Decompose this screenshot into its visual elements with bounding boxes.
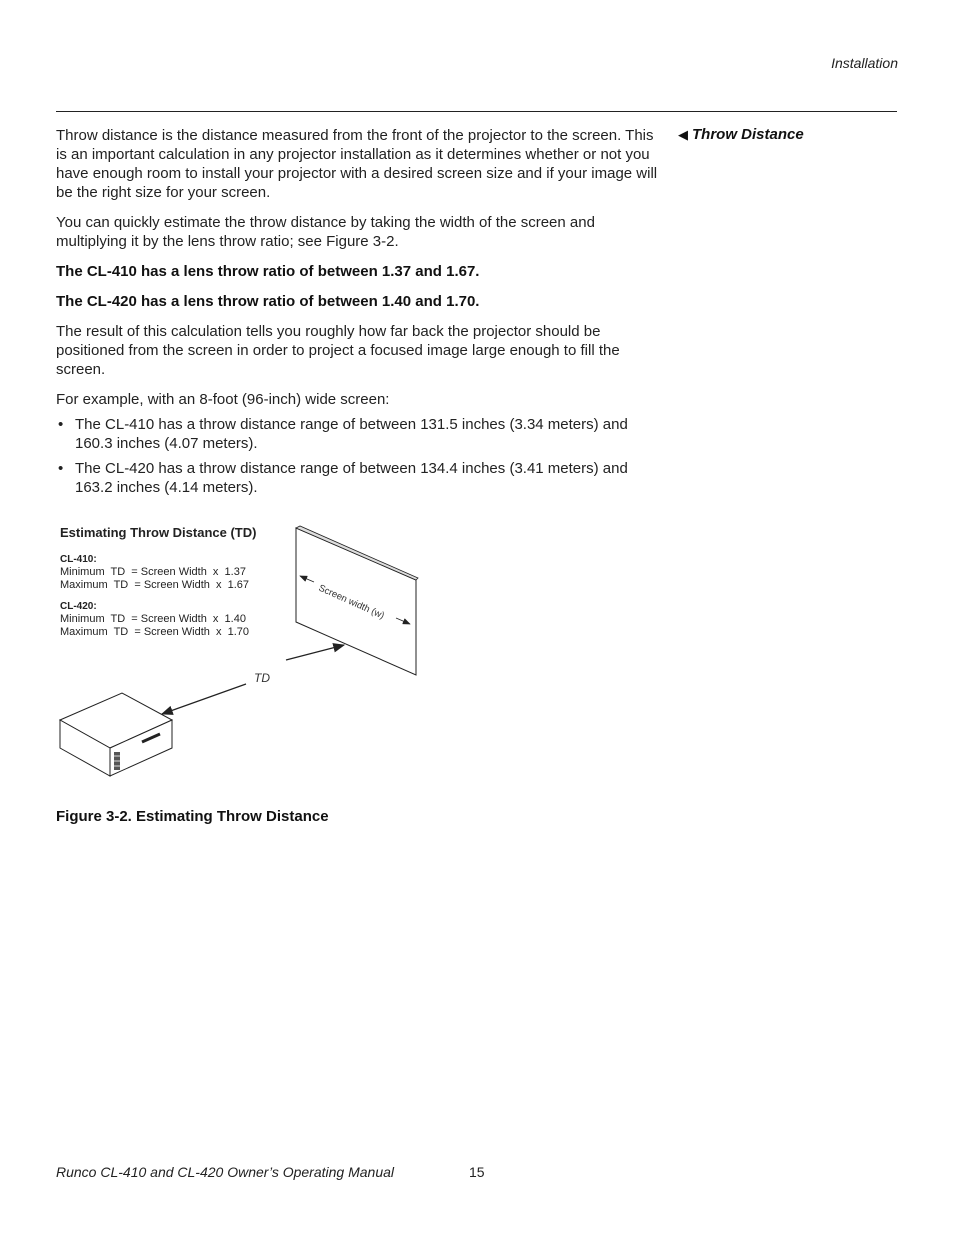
paragraph-estimate: You can quickly estimate the throw distance by taking the width of the screen and multiplying it by the lens throw ratio; see Figure 3-2.: [56, 214, 595, 250]
footer-manual-title: Runco CL-410 and CL-420 Owner’s Operating Manual: [56, 1164, 395, 1180]
list-item-text: The CL-420 has a throw distance range of between 134.4 inches (3.41 meters) and 163.2 inches (4.14 meters).: [75, 460, 628, 496]
page-number: 15: [469, 1164, 485, 1180]
cl420-formulas: [60, 600, 256, 639]
paragraph-example: For example, with an 8-foot (96-inch) wide screen:: [56, 391, 390, 408]
screen-width-label: Screen width (w): [316, 582, 386, 622]
arrow-left-icon: ◀: [678, 127, 688, 142]
cl420-min-formula: Minimum TD = Screen Width x 1.40: [60, 613, 246, 625]
figure-caption: Figure 3-2. Estimating Throw Distance: [56, 808, 329, 825]
cl410-max-formula: Maximum TD = Screen Width x 1.67: [60, 579, 249, 591]
main-body: [56, 126, 660, 503]
header-rule: [56, 111, 897, 112]
list-item-text: The CL-410 has a throw distance range of between 131.5 inches (3.34 meters) and 160.3 inches (4.07 meters).: [75, 416, 628, 452]
example-list: [56, 415, 660, 497]
cl420-max-formula: Maximum TD = Screen Width x 1.70: [60, 626, 249, 638]
paragraph-result: The result of this calculation tells you roughly how far back the projector should be positioned from the screen in order to project a focused image large enough to fill the screen.: [56, 323, 620, 378]
bullet-icon: •: [58, 416, 64, 433]
projector-illustration: [60, 693, 172, 776]
figure-title: Estimating Throw Distance (TD): [60, 525, 257, 540]
throw-distance-figure: [56, 520, 436, 785]
section-header: Installation: [831, 55, 898, 71]
paragraph-intro: Throw distance is the distance measured from the front of the projector to the screen. This is an important calculation in any projector installation as it determines whether or not you have enough room to install your projector with a desired screen size and if your image will be the right size for your screen.: [56, 127, 658, 201]
throw-distance-arrow: [162, 684, 246, 714]
cl420-ratio-note: The CL-420 has a lens throw ratio of between 1.40 and 1.70.: [56, 293, 480, 310]
cl410-formulas: [60, 553, 256, 592]
list-item: [56, 415, 660, 453]
throw-distance-arrow: [286, 645, 344, 660]
td-label: TD: [254, 671, 270, 685]
cl410-ratio-note: The CL-410 has a lens throw ratio of between 1.37 and 1.67.: [56, 263, 480, 280]
bullet-icon: •: [58, 460, 64, 477]
formula-block: [60, 526, 256, 647]
cl410-min-formula: Minimum TD = Screen Width x 1.37: [60, 566, 246, 578]
side-heading-title: Throw Distance: [692, 126, 804, 143]
cl410-label: CL-410:: [60, 554, 97, 565]
side-heading: [678, 126, 804, 143]
cl420-label: CL-420:: [60, 601, 97, 612]
list-item: [56, 459, 660, 497]
